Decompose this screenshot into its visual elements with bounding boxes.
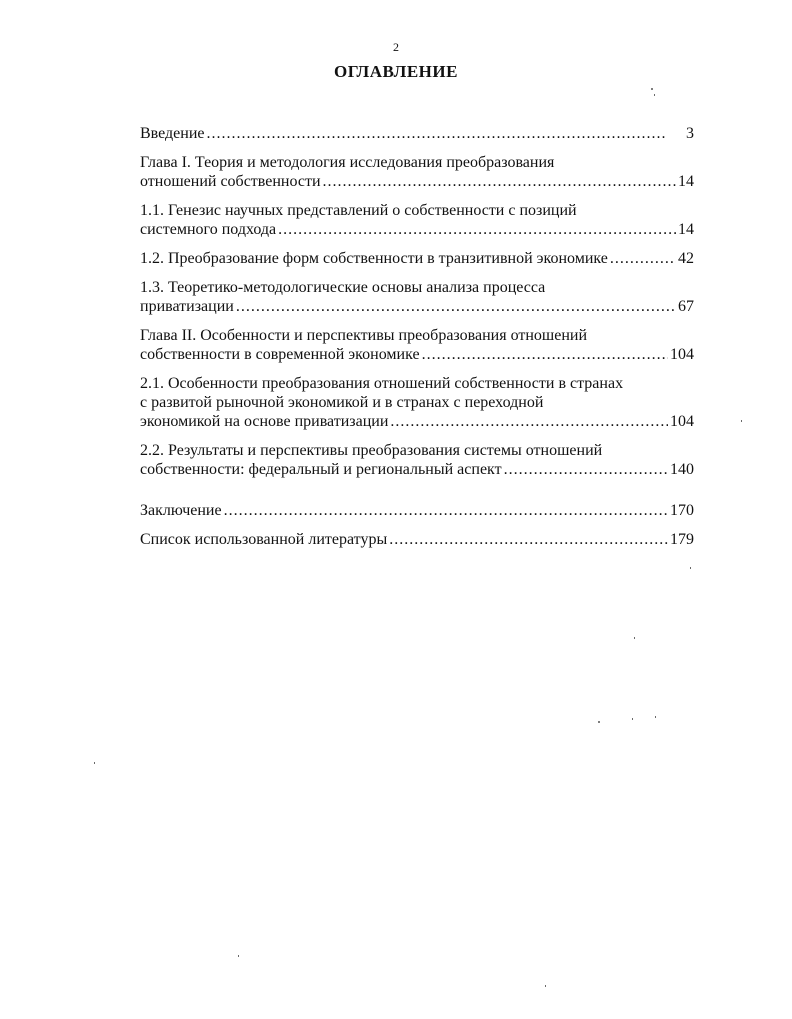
toc-entry-page: 104 xyxy=(670,413,694,430)
toc-entry-section-2-2 xyxy=(140,441,694,479)
toc-entry-line xyxy=(140,124,694,143)
toc-entry-section-1-1 xyxy=(140,201,694,239)
toc-entry-page: 42 xyxy=(678,250,694,267)
toc-entry-chapter-1 xyxy=(140,153,694,191)
toc-entry-title: Введение xyxy=(140,125,205,142)
toc-leader-dots xyxy=(504,460,668,479)
toc-leader-dots xyxy=(224,501,668,520)
toc-entry-introduction xyxy=(140,124,694,143)
toc-entry-page: 170 xyxy=(670,502,694,519)
toc-entry-line xyxy=(140,345,694,364)
scan-speck xyxy=(545,985,546,987)
toc-entry-title: отношений собственности xyxy=(140,173,321,190)
toc-entry-line xyxy=(140,412,694,431)
toc-entry-page: 179 xyxy=(670,531,694,548)
toc-leader-dots xyxy=(610,249,676,268)
toc-leader-dots xyxy=(207,124,685,143)
toc-entry-title-line: Глава II. Особенности и перспективы преобразования отношений xyxy=(140,327,588,344)
toc-entry-title-line: 1.1. Генезис научных представлений о собственности с позиций xyxy=(140,202,577,219)
toc-entry-page: 104 xyxy=(670,346,694,363)
toc-entry-section-2-1 xyxy=(140,374,694,431)
toc-leader-dots xyxy=(236,297,676,316)
scan-speck xyxy=(654,94,655,96)
toc-entry-title-line: с развитой рыночной экономикой и в странах с переходной xyxy=(140,394,544,411)
toc-leader-dots xyxy=(422,345,668,364)
toc-entry-page: 14 xyxy=(678,173,694,190)
scan-speck xyxy=(94,762,95,764)
toc-entry-section-1-2 xyxy=(140,249,694,268)
toc-entry-title: собственности: федеральный и региональный аспект xyxy=(140,461,502,478)
toc-entry-line xyxy=(140,501,694,520)
toc-entry-line xyxy=(140,220,694,239)
scan-speck xyxy=(598,721,600,723)
toc-entry-title: Заключение xyxy=(140,502,222,519)
toc-leader-dots xyxy=(390,412,668,431)
scan-speck xyxy=(651,88,653,90)
toc-entry-page: 140 xyxy=(670,461,694,478)
toc-entry-title-line: 1.3. Теоретико-методологические основы анализа процесса xyxy=(140,279,546,296)
toc-entry-title: 1.2. Преобразование форм собственности в транзитивной экономике xyxy=(140,250,608,267)
toc-leader-dots xyxy=(278,220,676,239)
toc-entry-title: экономикой на основе приватизации xyxy=(140,413,389,430)
scan-speck xyxy=(741,420,742,422)
toc-entry-line xyxy=(140,530,694,549)
toc-entry-page: 67 xyxy=(678,298,694,315)
toc-entry-title: Список использованной литературы xyxy=(140,531,388,548)
scan-speck xyxy=(655,716,656,718)
toc-leader-dots xyxy=(323,172,676,191)
toc-leader-dots xyxy=(389,530,668,549)
toc-entry-title: системного подхода xyxy=(140,221,277,238)
scan-speck xyxy=(690,567,691,569)
page-title: ОГЛАВЛЕНИЕ xyxy=(334,62,458,81)
toc-entry-conclusion xyxy=(140,501,694,520)
toc-entry-line xyxy=(140,460,694,479)
toc-entry-line xyxy=(140,297,694,316)
toc-entry-section-1-3 xyxy=(140,278,694,316)
toc-entry-title-line: 2.1. Особенности преобразования отношений собственности в странах xyxy=(140,375,624,392)
page-number: 2 xyxy=(393,40,399,54)
toc-entry-page: 3 xyxy=(686,125,694,142)
table-of-contents xyxy=(140,124,694,549)
toc-entry-page: 14 xyxy=(678,221,694,238)
toc-entry-title: собственности в современной экономике xyxy=(140,346,420,363)
toc-entry-title-line: Глава I. Теория и методология исследования преобразования xyxy=(140,154,555,171)
toc-entry-references xyxy=(140,530,694,549)
scan-speck xyxy=(634,637,635,639)
toc-entry-line xyxy=(140,172,694,191)
scan-speck xyxy=(238,955,239,957)
toc-entry-line xyxy=(140,249,694,268)
toc-entry-title: приватизации xyxy=(140,298,234,315)
scan-speck xyxy=(632,718,633,720)
toc-entry-title-line: 2.2. Результаты и перспективы преобразования системы отношений xyxy=(140,442,603,459)
toc-entry-chapter-2 xyxy=(140,326,694,364)
